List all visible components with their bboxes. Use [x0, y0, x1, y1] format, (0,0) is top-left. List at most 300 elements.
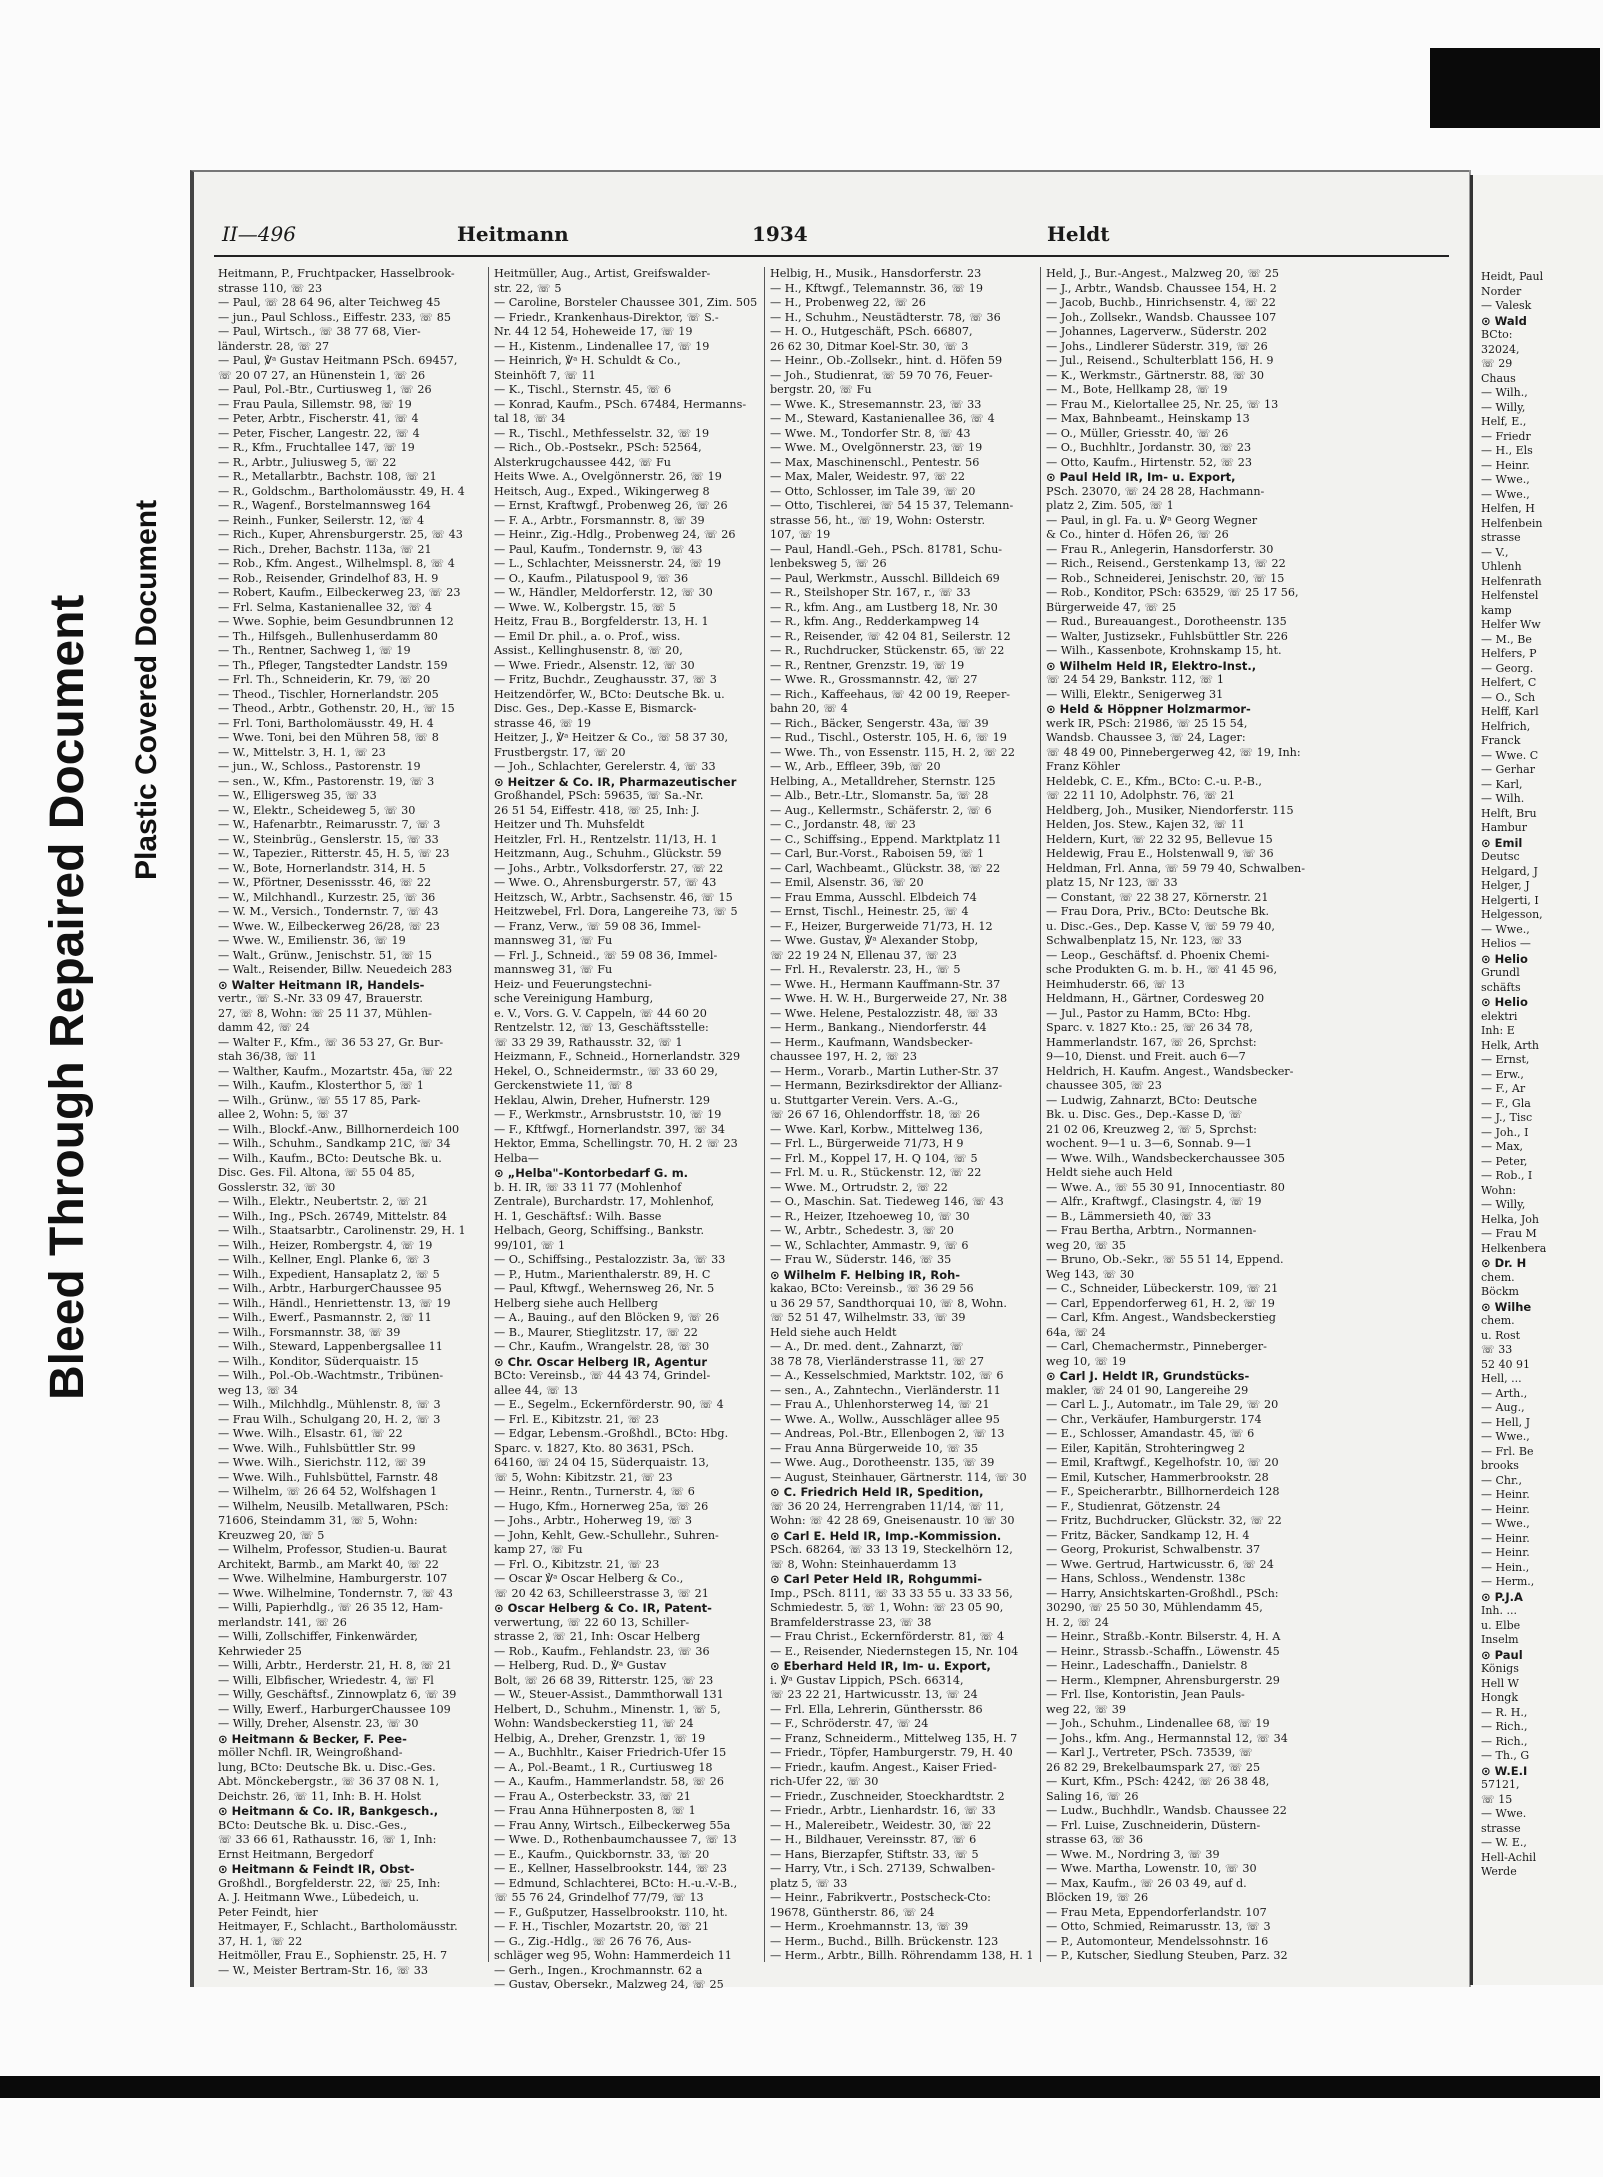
directory-entry-line: Hammerlandstr. 167, ☏ 26, Sprchst:	[1046, 1035, 1257, 1049]
directory-entry-line: Königs	[1481, 1662, 1519, 1675]
directory-entry-line: — Frau Emma, Ausschl. Elbdeich 74	[770, 890, 977, 904]
directory-entry-line: — sen., W., Kfm., Pastorenstr. 19, ☏ 3	[218, 774, 435, 788]
directory-entry-line: — Friedr., Arbtr., Lienhardstr. 16, ☏ 33	[770, 1804, 996, 1817]
directory-entry-line: — H., Malereibetr., Weidestr. 30, ☏ 22	[770, 1818, 992, 1832]
directory-entry-line: — sen., A., Zahntechn., Vierländerstr. 11	[770, 1383, 1001, 1397]
directory-entry-line: — Paul, Pol.-Btr., Curtiusweg 1, ☏ 26	[218, 383, 432, 396]
directory-entry-line: — Wilh., Kassenbote, Krohnskamp 15, ht.	[1046, 644, 1282, 657]
directory-entry-line: Nr. 44 12 54, Hoheweide 17, ☏ 19	[494, 325, 693, 338]
directory-entry-line: — Wilh., Steward, Lappenbergsallee 11	[218, 1340, 443, 1353]
directory-entry-line: — H., Probenweg 22, ☏ 26	[770, 296, 926, 309]
directory-entry-line: lenbeksweg 5, ☏ 26	[770, 557, 887, 570]
directory-entry-line: — Wwe. Wilh., Fuhlsbüttler Str. 99	[218, 1441, 416, 1455]
directory-entry-line: — Willi, Papierhdlg., ☏ 26 35 12, Ham-	[218, 1601, 443, 1614]
directory-entry-line: Heidt, Paul	[1481, 270, 1544, 283]
directory-entry-line: ☏ 33	[1481, 1343, 1513, 1356]
directory-entry-line: — Paul, Kaufm., Tondernstr. 9, ☏ 43	[494, 542, 703, 556]
directory-entry-line: — Wwe.	[1481, 1807, 1527, 1820]
directory-entry-line: ⊙ Paul Held IR, Im- u. Export,	[1046, 470, 1236, 484]
directory-entry-line: — Wwe. M., Nordring 3, ☏ 39	[1046, 1847, 1220, 1861]
directory-entry-line: — W., Arbtr., Schedestr. 3, ☏ 20	[770, 1224, 954, 1237]
directory-entry-line: — Wwe. M., Ovelgönnerstr. 23, ☏ 19	[770, 441, 983, 454]
directory-entry-line: — Willi, Elektr., Senigerweg 31	[1046, 687, 1224, 701]
directory-entry-line: — Paul, Handl.-Geh., PSch. 81781, Schu-	[770, 542, 1003, 556]
directory-entry-line: — Wwe.,	[1481, 473, 1530, 486]
directory-entry-line: — Wilh., Kaufm., BCto: Deutsche Bk. u.	[218, 1151, 442, 1165]
directory-entry-line: — Wilh., Expedient, Hansaplatz 2, ☏ 5	[218, 1267, 440, 1281]
directory-entry-line: — Wilh., Grünw., ☏ 55 17 85, Park-	[218, 1093, 421, 1107]
directory-entry-line: — Franz, Verw., ☏ 59 08 36, Immel-	[494, 919, 701, 933]
directory-entry-line: — Herm., Buchd., Billh. Brückenstr. 123	[770, 1934, 999, 1948]
directory-entry-line: — Willy,	[1481, 400, 1526, 414]
scan-border-top	[1430, 48, 1600, 128]
directory-entry-line: weg 13, ☏ 34	[218, 1383, 299, 1397]
directory-entry-line: Inh: E	[1481, 1024, 1515, 1037]
directory-entry-line: ⊙ Wilhelm F. Helbing IR, Roh-	[770, 1267, 961, 1282]
last-entry-name: Heldt	[1047, 222, 1110, 246]
directory-entry-line: — Joh., Schuhm., Lindenallee 68, ☏ 19	[1046, 1717, 1270, 1730]
directory-entry-line: — Paul, Wirtsch., ☏ 38 77 68, Vier-	[218, 325, 421, 338]
directory-entry-line: Helk, Arth	[1481, 1038, 1539, 1052]
directory-entry-line: — R., Heizer, Itzehoeweg 10, ☏ 30	[770, 1209, 970, 1223]
directory-entry-line: strasse	[1481, 1821, 1521, 1835]
directory-entry-line: — Willy, Geschäftsf., Zinnowplatz 6, ☏ 39	[218, 1688, 457, 1701]
directory-entry-line: — R., kfm. Ang., Redderkampweg 14	[770, 615, 980, 628]
directory-entry-line: — Wwe. R., Grossmannstr. 42, ☏ 27	[770, 673, 978, 686]
directory-entry-line: — Hein.,	[1481, 1560, 1530, 1574]
directory-entry-line: Heitmayer, F., Schlacht., Bartholomäusstr.	[218, 1920, 458, 1933]
directory-entry-line: kamp 27, ☏ Fu	[494, 1543, 583, 1556]
directory-entry-line: — B., Maurer, Stieglitzstr. 17, ☏ 22	[494, 1325, 698, 1339]
directory-entry-line: ☏ 23 22 21, Hartwicusstr. 13, ☏ 24	[770, 1688, 978, 1701]
directory-entry-line: ☏ 5, Wohn: Kibitzstr. 21, ☏ 23	[494, 1470, 673, 1484]
directory-entry-line: Helfen, H	[1481, 502, 1535, 515]
directory-entry-line: Disc. Ges. Fil. Altona, ☏ 55 04 85,	[218, 1166, 415, 1179]
directory-entry-line: — Wwe. Toni, bei den Mühren 58, ☏ 8	[218, 731, 439, 744]
directory-entry-line: ⊙ C. Friedrich Held IR, Spedition,	[770, 1485, 984, 1499]
directory-entry-line: — F., Schröderstr. 47, ☏ 24	[770, 1717, 929, 1730]
directory-entry-line: — Wilh., Elektr., Neubertstr. 2, ☏ 21	[218, 1195, 429, 1208]
directory-entry-line: — Wilh., Arbtr., HarburgerChaussee 95	[218, 1282, 442, 1295]
directory-entry-line: Großhdl., Borgfelderstr. 22, ☏ 25, Inh:	[218, 1876, 441, 1890]
directory-entry-line: — Chr., Kaufm., Wrangelstr. 28, ☏ 30	[494, 1340, 710, 1353]
directory-entry-line: — Andreas, Pol.-Btr., Ellenbogen 2, ☏ 13	[770, 1427, 1005, 1440]
directory-entry-line: 52 40 91	[1481, 1357, 1530, 1371]
directory-entry-line: — Arth.,	[1481, 1386, 1528, 1400]
directory-entry-line: Heitsch, Aug., Exped., Wikingerweg 8	[494, 484, 710, 498]
directory-entry-line: u. Rost	[1481, 1328, 1521, 1342]
directory-entry-line: ☏ 20 07 27, an Hünenstein 1, ☏ 26	[218, 368, 426, 382]
directory-entry-line: — Heinr., Straßb.-Kontr. Bilserstr. 4, H. A	[1046, 1630, 1281, 1643]
directory-entry-line: Franz Köhler	[1046, 760, 1120, 773]
directory-entry-line: Heitzwebel, Frl. Dora, Langereihe 73, ☏ 5	[494, 905, 738, 918]
directory-entry-line: ⊙ P.J.A	[1481, 1589, 1523, 1604]
directory-entry-line: — Wwe. H., Hermann Kauffmann-Str. 37	[770, 977, 1001, 991]
directory-entry-line: ☏ 55 76 24, Grindelhof 77/79, ☏ 13	[494, 1891, 704, 1904]
directory-entry-line: ☏ 26 67 16, Ohlendorffstr. 18, ☏ 26	[770, 1108, 981, 1121]
directory-entry-line: — Wilh., Schuhm., Sandkamp 21C, ☏ 34	[218, 1137, 451, 1150]
directory-entry-line: Wandsb. Chaussee 3, ☏ 24, Lager:	[1046, 731, 1246, 744]
directory-entry-line: — Wwe. Sophie, beim Gesundbrunnen 12	[218, 615, 454, 628]
directory-entry-line: — Rich., Reisend., Gerstenkamp 13, ☏ 22	[1046, 557, 1286, 570]
directory-entry-line: — Wwe. Wilhelmine, Tondernstr. 7, ☏ 43	[218, 1586, 453, 1600]
directory-entry-line: 21 02 06, Kreuzweg 2, ☏ 5, Sprchst:	[1046, 1122, 1257, 1136]
directory-entry-line: — K., Tischl., Sternstr. 45, ☏ 6	[494, 383, 672, 396]
directory-entry-line: — R., Metallarbtr., Bachstr. 108, ☏ 21	[218, 470, 437, 483]
directory-entry-line: Helff, Karl	[1481, 705, 1539, 718]
directory-entry-line: — August, Steinhauer, Gärtnerstr. 114, ☏ 30	[770, 1470, 1027, 1484]
directory-entry-line: — Heinr.	[1481, 1531, 1530, 1545]
directory-entry-line: Heitzer und Th. Muhsfeldt	[494, 818, 645, 831]
directory-entry-line: ☏ 36 20 24, Herrengraben 11/14, ☏ 11,	[770, 1499, 1004, 1513]
directory-entry-line: A. J. Heitmann Wwe., Lübedeich, u.	[218, 1891, 420, 1904]
directory-entry-line: — Friedr., kaufm. Angest., Kaiser Fried-	[770, 1760, 997, 1774]
directory-entry-line: — Frl. L., Bürgerweide 71/73, H 9	[770, 1137, 964, 1150]
directory-entry-line: wochent. 9—1 u. 3—6, Sonnab. 9—1	[1046, 1137, 1253, 1150]
directory-entry-line: — R., Steilshoper Str. 167, r., ☏ 33	[770, 586, 971, 599]
directory-entry-line: — Paul, Kftwgf., Wehernsweg 26, Nr. 5	[494, 1282, 715, 1295]
directory-entry-line: BCto: Vereinsb., ☏ 44 43 74, Grindel-	[494, 1369, 711, 1382]
directory-entry-line: — Wilh., Heizer, Rombergstr. 4, ☏ 19	[218, 1238, 433, 1252]
directory-entry-line: u 36 29 57, Sandthorquai 10, ☏ 8, Wohn.	[770, 1296, 1007, 1310]
directory-entry-line: Hongk	[1481, 1691, 1519, 1704]
directory-entry-line: — Emil, Kutscher, Hammerbrookstr. 28	[1046, 1470, 1269, 1484]
directory-entry-line: schäfts	[1481, 980, 1521, 994]
directory-entry-line: — Wwe. Wilh., Wandsbeckerchaussee 305	[1046, 1151, 1285, 1165]
directory-entry-line: Architekt, Barmb., am Markt 40, ☏ 22	[218, 1557, 439, 1571]
directory-entry-line: ☏ 52 51 47, Wilhelmstr. 33, ☏ 39	[770, 1311, 966, 1324]
directory-entry-line: ⊙ Heitmann & Becker, F. Pee-	[218, 1731, 407, 1746]
directory-entry-line: — Alb., Betr.-Ltr., Slomanstr. 5a, ☏ 28	[770, 789, 989, 802]
directory-entry-line: — W. M., Versich., Tondernstr. 7, ☏ 43	[218, 905, 439, 918]
directory-entry-line: — Frau Christ., Eckernförderstr. 81, ☏ 4	[770, 1630, 1005, 1643]
directory-entry-line: — W., Milchhandl., Kurzestr. 25, ☏ 36	[218, 890, 436, 904]
directory-entry-line: — Wwe. Martha, Lowenstr. 10, ☏ 30	[1046, 1862, 1257, 1875]
directory-entry-line: verwertung, ☏ 22 60 13, Schiller-	[494, 1615, 690, 1629]
directory-entry-line: — Heinr.	[1481, 1502, 1530, 1516]
directory-entry-line: Heitmöller, Frau E., Sophienstr. 25, H. 7	[218, 1949, 448, 1962]
directory-entry-line: — Th., G	[1481, 1749, 1530, 1762]
directory-entry-line: Kreuzweg 20, ☏ 5	[218, 1528, 325, 1542]
directory-entry-line: — Wwe. Wilhelmine, Hamburgerstr. 107	[218, 1572, 448, 1585]
directory-entry-line: — Wwe.,	[1481, 1517, 1530, 1530]
directory-entry-line: — W., Pförtner, Desenissstr. 46, ☏ 22	[218, 876, 432, 889]
directory-entry-line: — Rud., Bureauangest., Dorotheenstr. 135	[1046, 615, 1287, 628]
adjacent-page-column	[1481, 270, 1601, 1880]
directory-entry-line: b. H. IR, ☏ 33 11 77 (Mohlenhof	[494, 1180, 682, 1194]
directory-column-1	[218, 267, 482, 1977]
directory-entry-line: — Rich., Kuper, Ahrensburgerstr. 25, ☏ 43	[218, 528, 463, 541]
directory-entry-line: — Fritz, Buchdrucker, Glückstr. 32, ☏ 22	[1046, 1514, 1282, 1527]
directory-entry-line: — Karl J., Vertreter, PSch. 73539, ☏	[1046, 1746, 1253, 1759]
directory-entry-line: — Wilh., Forsmannstr. 38, ☏ 39	[218, 1325, 401, 1339]
directory-entry-line: — B., Lämmersieth 40, ☏ 33	[1046, 1209, 1212, 1223]
directory-entry-line: ☏ 8, Wohn: Steinhauerdamm 13	[770, 1557, 957, 1571]
directory-entry-line: — Joh., Schlachter, Gerelerstr. 4, ☏ 33	[494, 760, 716, 773]
directory-entry-line: Heldewig, Frau E., Holstenwall 9, ☏ 36	[1046, 847, 1274, 860]
directory-entry-line: Helba—	[494, 1151, 539, 1165]
directory-entry-line: — Alfr., Kraftwgf., Clasingstr. 4, ☏ 19	[1046, 1195, 1262, 1208]
directory-entry-line: Helka, Joh	[1481, 1212, 1539, 1226]
directory-entry-line: — Max,	[1481, 1140, 1524, 1153]
directory-entry-line: — M., Steward, Kastanienallee 36, ☏ 4	[770, 412, 995, 425]
directory-entry-line: — Frau Bertha, Arbtrn., Normannen-	[1046, 1224, 1257, 1237]
directory-entry-line: Helfrich,	[1481, 719, 1531, 733]
directory-entry-line: Heitmüller, Aug., Artist, Greifswalder-	[494, 267, 711, 280]
directory-entry-line: — L., Schlachter, Meissnerstr. 24, ☏ 19	[494, 557, 721, 570]
directory-entry-line: Hambur	[1481, 821, 1527, 834]
directory-entry-line: — Wwe. W., Kolbergstr. 15, ☏ 5	[494, 600, 676, 614]
directory-entry-line: Inh. ...	[1481, 1604, 1517, 1617]
directory-entry-line: ☏ 22 11 10, Adolphstr. 76, ☏ 21	[1046, 789, 1235, 802]
directory-entry-line: — E., Schlosser, Amandastr. 45, ☏ 6	[1046, 1427, 1255, 1440]
directory-entry-line: — John, Kehlt, Gew.-Schullehr., Suhren-	[494, 1528, 719, 1542]
directory-entry-line: — Johs., Arbtr., Hoherweg 19, ☏ 3	[494, 1514, 693, 1527]
directory-entry-line: — Frau R., Anlegerin, Hansdorferstr. 30	[1046, 542, 1274, 556]
directory-entry-line: elektri	[1481, 1009, 1518, 1023]
directory-entry-line: ⊙ Heitmann & Feindt IR, Obst-	[218, 1862, 415, 1876]
directory-entry-line: Heits Wwe. A., Ovelgönnerstr. 26, ☏ 19	[494, 470, 722, 483]
directory-entry-line: Hell-Achil	[1481, 1850, 1537, 1864]
directory-entry-line: — H., Kftwgf., Telemannstr. 36, ☏ 19	[770, 281, 984, 295]
directory-entry-line: 26 82 29, Brekelbaumspark 27, ☏ 25	[1046, 1760, 1261, 1774]
directory-entry-line: ☏ 15	[1481, 1792, 1513, 1806]
directory-entry-line: platz 15, Nr 123, ☏ 33	[1046, 876, 1178, 889]
directory-entry-line: Helf, E.,	[1481, 415, 1527, 428]
directory-entry-line: 9—10, Dienst. und Freit. auch 6—7	[1046, 1050, 1246, 1063]
directory-entry-line: Großhandel, PSch: 59635, ☏ Sa.-Nr.	[494, 789, 704, 802]
directory-entry-line: Helbach, Georg, Schiffsing., Bankstr.	[494, 1224, 705, 1237]
directory-entry-line: ⊙ Wilhelm Held IR, Elektro-Inst.,	[1046, 658, 1257, 673]
directory-entry-line: — Oscar ℣ᵃ Oscar Helberg & Co.,	[494, 1572, 684, 1585]
directory-entry-line: Sparc. v. 1827 Kto.: 25, ☏ 26 34 78,	[1046, 1021, 1253, 1034]
directory-entry-line: — Frau A., Osterbeckstr. 33, ☏ 21	[494, 1789, 691, 1803]
directory-entry-line: — Heinr., Fabrikvertr., Postscheck-Cto:	[770, 1891, 991, 1904]
directory-entry-line: — O., Schiffsing., Pestalozzistr. 3a, ☏ 33	[494, 1253, 726, 1266]
directory-entry-line: — C., Schneider, Lübeckerstr. 109, ☏ 21	[1046, 1282, 1279, 1295]
directory-entry-line: — F., Ar	[1481, 1082, 1526, 1095]
directory-entry-line: & Co., hinter d. Höfen 26, ☏ 26	[1046, 528, 1229, 541]
directory-entry-line: — Wwe. Karl, Korbw., Mittelweg 136,	[770, 1122, 983, 1136]
directory-entry-line: — W., Hafenarbtr., Reimarusstr. 7, ☏ 3	[218, 818, 441, 831]
directory-year: 1934	[752, 222, 808, 246]
directory-entry-line: chem.	[1481, 1314, 1515, 1327]
directory-entry-line: — Johs., Lindlerer Süderstr. 319, ☏ 26	[1046, 339, 1268, 353]
directory-entry-line: — Wwe. Wilh., Sierichstr. 112, ☏ 39	[218, 1456, 426, 1469]
directory-entry-line: ⊙ W.E.I	[1481, 1763, 1528, 1778]
directory-entry-line: — F. A., Arbtr., Forsmannstr. 8, ☏ 39	[494, 513, 705, 527]
directory-entry-line: — Rich., Bäcker, Sengerstr. 43a, ☏ 39	[770, 716, 989, 730]
directory-entry-line: — H., Bildhauer, Vereinsstr. 87, ☏ 6	[770, 1833, 977, 1846]
directory-entry-line: Heklau, Alwin, Dreher, Hufnerstr. 129	[494, 1093, 710, 1107]
directory-entry-line: Gosslerstr. 32, ☏ 30	[218, 1180, 336, 1194]
directory-entry-line: Rentzelstr. 12, ☏ 13, Geschäftsstelle:	[494, 1021, 709, 1034]
directory-entry-line: — Wilhelm, Neusilb. Metallwaren, PSch:	[218, 1499, 449, 1513]
directory-entry-line: — Franz, Schneiderm., Mittelweg 135, H. 7	[770, 1731, 1018, 1745]
directory-entry-line: Helbig, A., Dreher, Grenzstr. 1, ☏ 19	[494, 1731, 706, 1745]
directory-entry-line: — Otto, Schmied, Reimarusstr. 13, ☏ 3	[1046, 1920, 1271, 1933]
directory-entry-line: — Wwe. D., Rothenbaumchaussee 7, ☏ 13	[494, 1833, 737, 1846]
directory-entry-line: — W., Elektr., Scheideweg 5, ☏ 30	[218, 803, 416, 817]
directory-entry-line: ☏ 22 19 24 N, Ellenau 37, ☏ 23	[770, 948, 957, 962]
directory-entry-line: — Konrad, Kaufm., PSch. 67484, Hermanns-	[494, 397, 747, 411]
directory-entry-line: Heiz- und Feuerungstechni-	[494, 977, 652, 991]
directory-entry-line: — Gustav, Obersekr., Malzweg 24, ☏ 25	[494, 1978, 724, 1991]
directory-entry-line: — Rob., I	[1481, 1169, 1533, 1182]
directory-entry-line: — Frau Dora, Priv., BCto: Deutsche Bk.	[1046, 905, 1270, 918]
directory-entry-line: — Wilh., Kaufm., Klosterthor 5, ☏ 1	[218, 1079, 424, 1092]
directory-entry-line: — Frl. J., Schneid., ☏ 59 08 36, Immel-	[494, 948, 718, 962]
directory-entry-line: — Wwe. Wilh., Elsastr. 61, ☏ 22	[218, 1427, 403, 1440]
directory-entry-line: — W., Mittelstr. 3, H. 1, ☏ 23	[218, 745, 386, 759]
column-divider	[1040, 267, 1041, 1962]
directory-entry-line: lung, BCto: Deutsche Bk. u. Disc.-Ges.	[218, 1760, 436, 1774]
directory-entry-line: weg 20, ☏ 35	[1046, 1238, 1127, 1252]
directory-entry-line: — Johannes, Lagerverw., Süderstr. 202	[1046, 325, 1267, 338]
directory-entry-line: Helios —	[1481, 937, 1531, 950]
directory-entry-line: Abt. Mönckebergstr., ☏ 36 37 08 N. 1,	[218, 1775, 440, 1788]
directory-entry-line: — Rob., Konditor, PSch: 63529, ☏ 25 17 56,	[1046, 586, 1299, 599]
directory-entry-line: Bk. u. Disc. Ges., Dep.-Kasse D, ☏	[1046, 1108, 1243, 1121]
directory-entry-line: — R., Goldschm., Bartholomäusstr. 49, H. 4	[218, 484, 465, 498]
directory-entry-line: Helger, J	[1481, 879, 1530, 892]
directory-entry-line: 37, H. 1, ☏ 22	[218, 1934, 303, 1948]
directory-entry-line: — Frl. H., Revalerstr. 23, H., ☏ 5	[770, 963, 961, 976]
directory-entry-line: PSch. 23070, ☏ 24 28 28, Hachmann-	[1046, 484, 1265, 498]
directory-entry-line: — F., Studienrat, Götzenstr. 24	[1046, 1499, 1221, 1513]
directory-entry-line: — R., kfm. Ang., am Lustberg 18, Nr. 30	[770, 600, 998, 614]
directory-entry-line: Werde	[1481, 1865, 1517, 1878]
directory-entry-line: — R., Tischl., Methfesselstr. 32, ☏ 19	[494, 426, 710, 440]
directory-entry-line: Hell, ...	[1481, 1372, 1522, 1385]
directory-entry-line: — Frl. O., Kibitzstr. 21, ☏ 23	[494, 1557, 660, 1571]
directory-entry-line: — Edmund, Schlachterei, BCto: H.-u.-V.-B.,	[494, 1876, 738, 1890]
directory-entry-line: Wohn: ☏ 42 28 69, Gneisenaustr. 10 ☏ 30	[770, 1514, 1015, 1527]
directory-entry-line: platz 5, ☏ 33	[770, 1876, 848, 1890]
directory-entry-line: — Carl, Bur.-Vorst., Raboisen 59, ☏ 1	[770, 847, 985, 860]
directory-entry-line: — Hermann, Bezirksdirektor der Allianz-	[770, 1079, 1003, 1092]
directory-entry-line: ⊙ Held & Höppner Holzmarmor-	[1046, 702, 1251, 716]
directory-entry-line: Bolt, ☏ 26 68 39, Ritterstr. 125, ☏ 23	[494, 1673, 714, 1687]
directory-entry-line: — Willi, Elbfischer, Wriedestr. 4, ☏ Fl	[218, 1673, 434, 1687]
directory-entry-line: — Hugo, Kfm., Hornerweg 25a, ☏ 26	[494, 1499, 709, 1513]
directory-entry-line: ⊙ Carl E. Held IR, Imp.-Kommission.	[770, 1528, 1002, 1543]
directory-entry-line: — Helberg, Rud. D., ℣ᵃ Gustav	[494, 1659, 667, 1672]
directory-entry-line: — R., Ruchdrucker, Stückenstr. 65, ☏ 22	[770, 644, 1005, 657]
directory-entry-line: — Willy,	[1481, 1198, 1526, 1211]
directory-entry-line: ⊙ Wald	[1481, 313, 1527, 328]
directory-entry-line: Bramfelderstrasse 23, ☏ 38	[770, 1615, 932, 1629]
directory-entry-line: — Friedr., Krankenhaus-Direktor, ☏ S.-	[494, 310, 719, 324]
directory-entry-line: strasse 46, ☏ 19	[494, 716, 592, 730]
directory-entry-line: — Fritz, Buchdr., Zeughausstr. 37, ☏ 3	[494, 673, 717, 686]
directory-entry-line: Helfenstel	[1481, 589, 1539, 602]
directory-entry-line: — Carl, Wachbeamt., Glückstr. 38, ☏ 22	[770, 861, 1001, 875]
directory-entry-line: — O., Müller, Griesstr. 40, ☏ 26	[1046, 426, 1229, 440]
directory-entry-line: — Herm., Kroehmannstr. 13, ☏ 39	[770, 1920, 969, 1933]
directory-entry-line: stah 36/38, ☏ 11	[218, 1050, 317, 1063]
directory-entry-line: — Wilh., Ewerf., Pasmannstr. 2, ☏ 11	[218, 1311, 432, 1324]
directory-entry-line: — Wwe. A., Wollw., Ausschläger allee 95	[770, 1412, 1000, 1426]
directory-entry-line: tal 18, ☏ 34	[494, 412, 566, 425]
directory-entry-line: Heldern, Kurt, ☏ 22 32 95, Bellevue 15	[1046, 832, 1273, 846]
directory-entry-line: Disc. Ges., Dep.-Kasse E, Bismarck-	[494, 702, 697, 715]
directory-entry-line: — Ernst,	[1481, 1053, 1530, 1066]
directory-entry-line: — Wwe. Gertrud, Hartwicusstr. 6, ☏ 24	[1046, 1557, 1274, 1571]
directory-entry-line: ☏ 29	[1481, 357, 1513, 370]
directory-entry-line: Weg 143, ☏ 30	[1046, 1267, 1135, 1281]
directory-entry-line: — Frau Wilh., Schulgang 20, H. 2, ☏ 3	[218, 1412, 441, 1426]
directory-entry-line: — H., Schuhm., Neustädterstr. 78, ☏ 36	[770, 310, 1001, 324]
directory-entry-line: — Willi, Zollschiffer, Finkenwärder,	[218, 1630, 418, 1643]
directory-entry-line: ⊙ Wilhe	[1481, 1299, 1532, 1314]
directory-entry-line: ☏ 20 42 63, Schilleerstrasse 3, ☏ 21	[494, 1586, 709, 1600]
directory-entry-line: — Frl. E., Kibitzstr. 21, ☏ 23	[494, 1412, 660, 1426]
condition-label-secondary: Plastic Covered Document	[130, 499, 163, 880]
directory-entry-line: i. ℣ᵃ Gustav Lippich, PSch. 66314,	[770, 1673, 964, 1687]
directory-entry-line: Helden, Jos. Stew., Kajen 32, ☏ 11	[1046, 818, 1245, 831]
document-condition-labels	[40, 340, 190, 1400]
directory-entry-line: — Frau Paula, Sillemstr. 98, ☏ 19	[218, 397, 412, 411]
directory-entry-line: ⊙ Carl J. Heldt IR, Grundstücks-	[1046, 1369, 1250, 1383]
directory-entry-line: 64a, ☏ 24	[1046, 1325, 1106, 1339]
directory-entry-line: — Frau A., Uhlenhorsterweg 14, ☏ 21	[770, 1398, 990, 1411]
directory-entry-line: — Walter, Justizsekr., Fuhlsbüttler Str. 226	[1046, 629, 1288, 643]
directory-entry-line: Peter Feindt, hier	[218, 1905, 318, 1919]
directory-entry-line: platz 2, Zim. 505, ☏ 1	[1046, 499, 1174, 512]
directory-entry-line: — Reinh., Funker, Seilerstr. 12, ☏ 4	[218, 513, 425, 527]
directory-entry-line: — W., Bote, Hornerlandstr. 314, H. 5	[218, 861, 426, 875]
directory-entry-line: ⊙ Chr. Oscar Helberg IR, Agentur	[494, 1354, 708, 1369]
directory-entry-line: — Max, Kaufm., ☏ 26 03 49, auf d.	[1046, 1876, 1247, 1890]
directory-entry-line: — W., Elligersweg 35, ☏ 33	[218, 789, 377, 802]
directory-entry-line: u. Stuttgarter Verein. Vers. A.-G.,	[770, 1093, 959, 1107]
directory-entry-line: — Frau Anna Bürgerweide 10, ☏ 35	[770, 1441, 979, 1455]
directory-entry-line: — Wwe. K., Stresemannstr. 23, ☏ 33	[770, 397, 982, 411]
directory-entry-line: rich-Ufer 22, ☏ 30	[770, 1775, 879, 1788]
directory-entry-line: — H., Kistenm., Lindenallee 17, ☏ 19	[494, 339, 710, 353]
directory-entry-line: — W., Arb., Effleer, 39b, ☏ 20	[770, 760, 941, 773]
directory-entry-line: — O., Maschin. Sat. Tiedeweg 146, ☏ 43	[770, 1195, 1004, 1208]
directory-entry-line: — Wwe. Wilh., Fuhlsbüttel, Farnstr. 48	[218, 1470, 438, 1484]
directory-entry-line: — Paul, in gl. Fa. u. ℣ᵃ Georg Wegner	[1046, 513, 1258, 527]
directory-entry-line: — Johs., kfm. Ang., Hermannstal 12, ☏ 34	[1046, 1731, 1288, 1745]
directory-entry-line: u. Elbe	[1481, 1618, 1521, 1632]
directory-entry-line: — Wwe. W., Eilbeckerweg 26/28, ☏ 23	[218, 919, 440, 933]
directory-entry-line: Held siehe auch Heldt	[770, 1325, 897, 1339]
directory-entry-line: — Hell, J	[1481, 1415, 1531, 1429]
directory-entry-line: — Frl. Ella, Lehrerin, Günthersstr. 86	[770, 1702, 983, 1716]
directory-entry-line: strasse 110, ☏ 23	[218, 281, 323, 295]
directory-entry-line: Zentrale), Burchardstr. 17, Mohlenhof,	[494, 1195, 715, 1208]
directory-entry-line: schläger weg 95, Wohn: Hammerdeich 11	[494, 1949, 732, 1962]
directory-entry-line: merlandstr. 141, ☏ 26	[218, 1615, 347, 1629]
directory-entry-line: — V.,	[1481, 545, 1509, 559]
directory-entry-line: — Heinr.	[1481, 1488, 1530, 1501]
directory-entry-line: Heitzler, Frl. H., Rentzelstr. 11/13, H. 1	[494, 832, 718, 846]
directory-entry-line: — Aug.,	[1481, 1401, 1525, 1414]
directory-entry-line: — Gerhar	[1481, 763, 1535, 776]
directory-entry-line: Inselm	[1481, 1633, 1519, 1646]
directory-entry-line: — Wilhelm, ☏ 26 64 52, Wolfshagen 1	[218, 1485, 438, 1498]
directory-entry-line: — Herm., Vorarb., Martin Luther-Str. 37	[770, 1064, 999, 1078]
directory-entry-line: — R., Arbtr., Juliusweg 5, ☏ 22	[218, 455, 397, 469]
directory-entry-line: — Jul., Pastor zu Hamm, BCto: Hbg.	[1046, 1006, 1251, 1020]
directory-entry-line: — Heinr., Ob.-Zollsekr., hint. d. Höfen 59	[770, 354, 1003, 367]
directory-entry-line: — Wwe. Helene, Pestalozzistr. 48, ☏ 33	[770, 1006, 998, 1020]
directory-entry-line: — Rich., Dreher, Bachstr. 113a, ☏ 21	[218, 542, 432, 556]
directory-entry-line: ⊙ Paul	[1481, 1647, 1523, 1662]
